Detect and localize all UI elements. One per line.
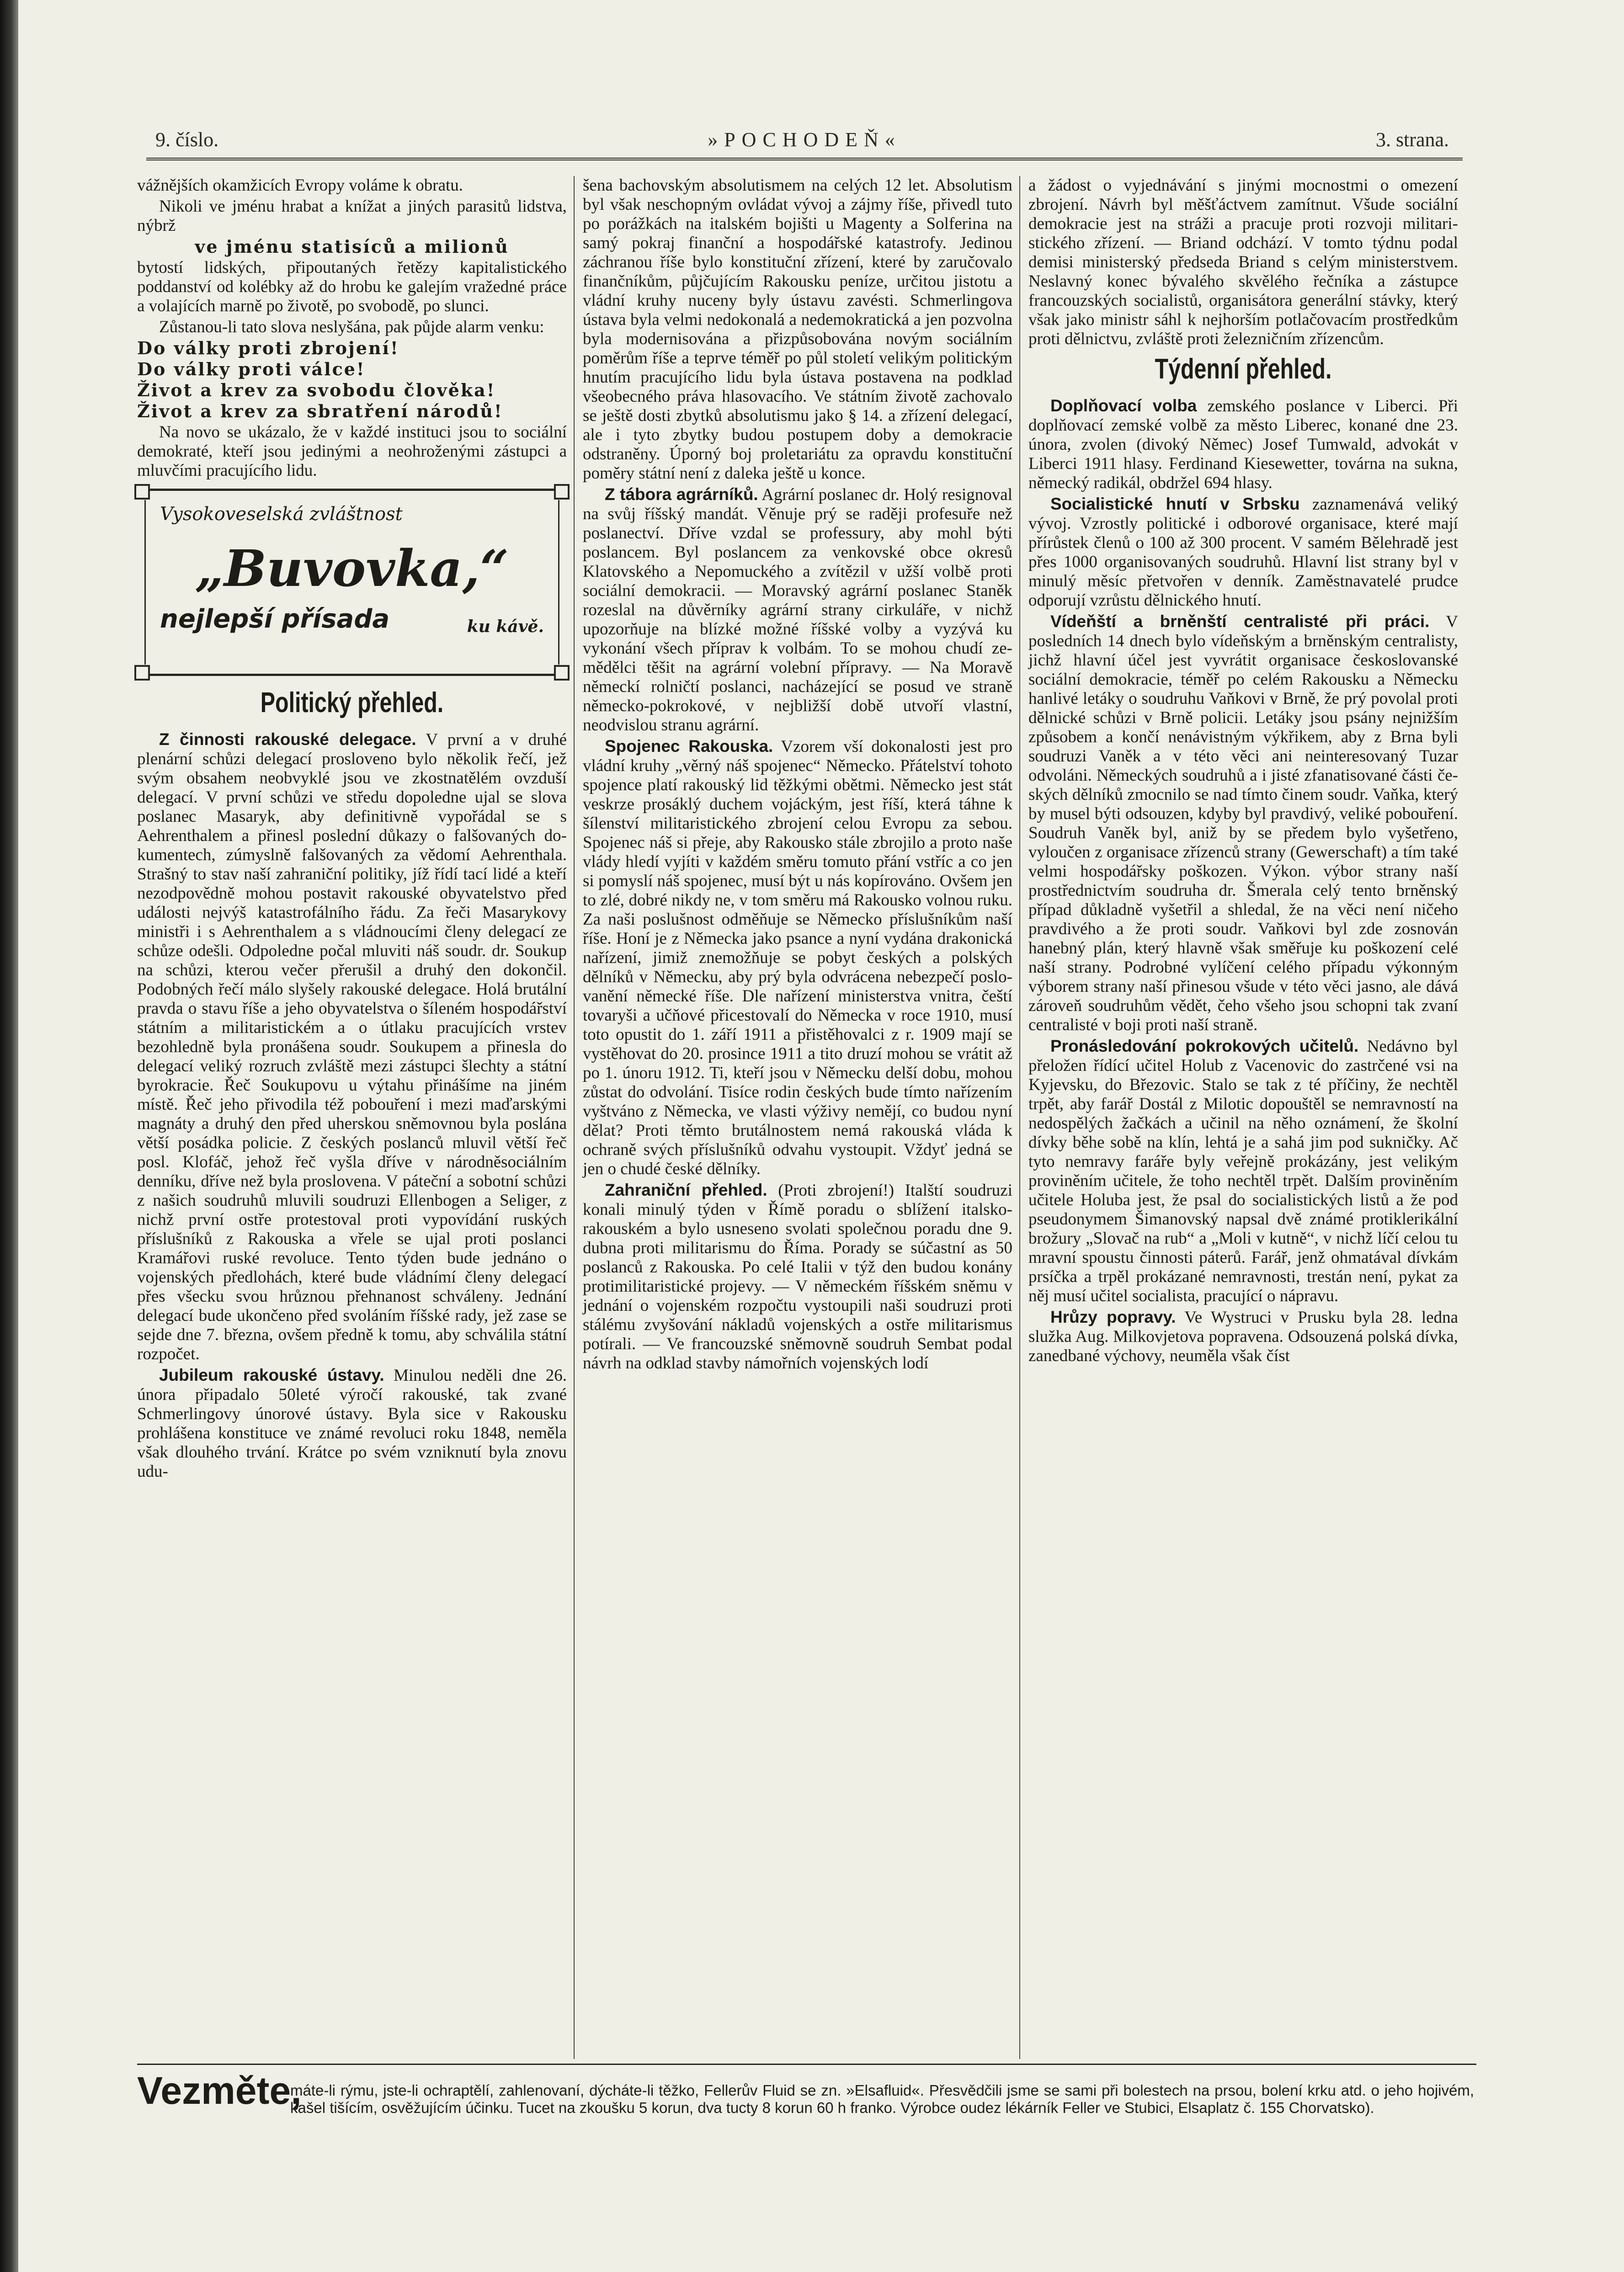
paragraph: a žádost o vyjednávání s jinými mocnostmi o omezení zbrojení. Návrh byl měšťáctvem zamítnut. Všude sociální demokracie jest na stráži a pracuje proti rozvoji militaristického zřízení. — Briand odchází. V tomto týdnu podal demisi ministerský předseda Briand s celým ministerstvem. Neslavný konec bývalého skvělého řečníka a zástupce francouzských socialistů, organisátora generální stávky, který však jako ministr sáhl k nejhorším potlačovacím prostředkům proti dělnictvu, zvláště proti železničním zřízencům.: [1028, 176, 1458, 348]
column-divider: [574, 176, 575, 2059]
paragraph: Nikoli ve jménu hrabat a knížat a jiných parasitů lidstva, nýbrž: [137, 197, 567, 235]
paragraph: Na novo se ukázalo, že v každé instituci jsou to sociální demokraté, kteří jsou jedinými a neohroženými zástupci a mluvčími pracujícího lidu.: [137, 423, 567, 480]
article-heading: Z tábora agrárníků.: [605, 485, 758, 504]
paragraph: vážnějších okamžicích Evropy voláme k obratu.: [137, 176, 463, 195]
slogan-line: Život a krev za sbratření národů!: [137, 401, 503, 421]
column-divider: [1019, 176, 1020, 2059]
article-centralists: [1028, 612, 1458, 1035]
article-heading: Z činnosti rakouské delegace.: [159, 730, 416, 749]
emphasis-line: ve jménu statisíců a milionů: [195, 236, 509, 257]
article-heading: Socialistické hnutí v Srbsku: [1050, 495, 1300, 513]
article-text: Minulou neděli dne 26. února připadalo 50leté výročí rakouské, tak zvané Schmerlingovy únorové ústavy. Byla sice v Rakousku prohlášena konstituce ve známé revoluci roku 1848, neměla však dlouhého trvání. Krátce po svém vzniknutí byla znovu udu-: [137, 1366, 567, 1481]
article-text: Agrární poslanec dr. Holý resignoval na svůj říšský mandát. Věnuje prý se raději profesuře než poslanectví. Dříve vzdal se professury, aby mohl býti poslancem. Byl poslancem za venkovské obce okresů Klatovského a Nepomuckého a zvítězil v užší volbě proti sociální demokracii. — Moravský agrární poslanec Staněk rozeslal na důvěrníky agrární strany cirkuláře, v nichž upozorňuje na blízké možné říšské volby a vyzývá ku vykonání všech příprav k volbám. To se mohou chudí zemědělci těšit na agrární volební přípravy. — Na Moravě německí rolničtí poslanci, nacházející se posud ve straně německo-pokrokové, v nejbližší době utvoří vlastní, neodvislou stranu agrární.: [583, 485, 1012, 734]
newspaper-title: »POCHODEŇ«: [708, 128, 901, 151]
ad-brand: „Buvovka,“: [195, 539, 509, 598]
article-text: zaznamenává veliký vývoj. Vzrostly politické i odborové organisace, které mají přírůstek členů o 100 až 300 procent. V samém Bělehradě jest přes 1000 organisovaných soudruhů. Hlavní list strany byl v minulý měsíc přetvořen v denník. Zaměstnavatelé prudce odporují vzrůstu dělnického hnutí.: [1028, 495, 1459, 610]
footer-ad-headline: Vezměte,: [137, 2069, 302, 2112]
paragraph: Zůstanou-li tato slova neslyšána, pak půjde alarm venku:: [159, 318, 544, 336]
slogan-line: Do války proti válce!: [137, 359, 366, 379]
column-2: [583, 176, 1012, 1375]
ad-tagline: Vysokoveselská zvláštnost: [160, 504, 403, 525]
binding-edge: [0, 0, 18, 2272]
article-heading: Spojenec Rakouska.: [605, 737, 773, 756]
header-rule: [146, 158, 1463, 160]
slogan-line: Do války proti zbrojení!: [137, 338, 399, 358]
ad-slogan-suffix: ku kávě.: [467, 617, 544, 636]
ad-slogan: nejlepší přísada: [160, 604, 390, 634]
article-teachers: [1028, 1037, 1458, 1306]
section-title-political: Politický přehled.: [260, 687, 444, 718]
footer-advertisement: [137, 2068, 1476, 2160]
article-text: Vzorem vší dokonalosti jest pro vládní kruhy „věrný náš spojenec“ Německo. Přátelství tohoto spojence platí rakouský lid těžkými obětmi. Německo jest stát veskrze prosáklý duchem vojáckým, jest říší, která táhne k šílenství militaristického zbrojení celou Evropu za sebou. Spojenec náš si přeje, aby Rakousko stále zbrojilo a proto naše vlády hledí vyjíti v každém směru tomuto přání vstříc a co jen si pomyslí náš spojenec, musí být u nás kopírováno. Ovšem jen to zlé, dobré nikdy ne, v tom směru má Rakousko volnou ruku. Za naši poslušnost odměňuje se Německo příslušníkům naší říše. Honí je z Německa jako psance a nyní vydána drakonická nařízení, jimiž znemožňuje se pobyt českých a polských dělníků v Německu, aby prý byla odvrácena nebezpečí poslovanění německé říše. Dle nařízení ministerstva vnitra, čeští tovaryši a učňové přicestovalí do Německa v roce 1910, musí toto opustit do 1. září 1911 a přistěhovalci z r. 1909 mají se vystěhovat do 20. prosince 1911 a tito druzí mohou se vrátit až po 1. únoru 1912. Ti, kteří jsou v Německu delší dobu, mohou zůstat do odvolání. Tisíce rodin českých bude tímto nařízením vyštváno z Německa, ve vlasti výživy nemějí, co budou nyní dělat? Proti těmto brutálnostem nemá rakouská vláda k ochraně svých příslušníků odvahu vystoupit. Vždyť jedná se jen o chudé české dělníky.: [583, 737, 1012, 1178]
article-heading: Hrůzy popravy.: [1050, 1308, 1176, 1326]
article-heading: Doplňovací volba: [1050, 396, 1197, 415]
article-by-election: [1028, 396, 1458, 493]
article-heading: Zahraniční přehled.: [605, 1181, 767, 1199]
article-execution: [1028, 1308, 1458, 1366]
issue-number: 9. číslo.: [155, 128, 219, 151]
footer-rule: [137, 2064, 1476, 2065]
article-serbia: [1028, 495, 1458, 610]
article-text: Nedávno byl přeložen řídící učitel Holub z Vacenovic do zastrčené vsi na Kyjevsku, do Březovic. Stalo se tak z té příčiny, že nechtěl trpět, aby farář Dostál z Milotic dopouštěl se nemravností na nedospělých žačkách a učinil na něho oznámení, že školní dívky běhe sobě na klín, lehtá je a sahá jim pod sukničky. Ač tyto nemravy faráře byly veřejně prokázány, jest velikým proviněním učitele, že toho nechtěl trpět. Dalším proviněním učitele Holuba jest, že psal do socialistických listů a že pod pseudonymem Šimanovský napsal dvě známé protiklerikální brožury „Slovač na rub“ a „Moli v kutně“, v nichž líčí celou tu mravní spoustu činnosti páterů. Farář, jenž ohmatával dívkám prsíčka a trpěl prokázané nemravnosti, trestán není, pykat za něj musí učitel socialista, pracující o nápravu.: [1028, 1037, 1458, 1305]
article-text: (Proti zbrojení!) Italští soudruzi konali minulý týden v Římě poradu o sblížení italsko-rakouském a bylo usneseno svolati společnou poradu dne 9. dubna proti militarismu do Říma. Porady se súčastní as 50 poslanců z Rakouska. Po celé Italii v týž den budou konány protimilitaristické projevy. — V německém říšském sněmu v jednání o vojenském rozpočtu vystoupili naši soudruzi proti stálému zvyšování nákladů vojenských a ostře militarismus potírali. — Ve francouzské sněmovně soudruh Sembat podal návrh na odklad stavby námořních vojenských lodí: [583, 1181, 1012, 1373]
section-title-weekly: Týdenní přehled.: [1155, 353, 1332, 385]
article-ally: [583, 737, 1012, 1179]
article-delegation: [137, 730, 567, 1364]
article-text: zemského poslance v Liberci. Při doplňovací zemské volbě za město Liberec, konané dne 23. února, zvolen (divoký Němec) Josef Tumwald, advokát v Liberci 1911 hlasy. Ferdinand Kiesewetter, továrna na sukna, německý radikál, obdržel 694 hlasy.: [1028, 397, 1459, 492]
article-heading: Vídeňští a brněnští centralisté při práci.: [1050, 612, 1430, 631]
column-3: [1028, 176, 1458, 1367]
article-text: V posledních 14 dnech bylo vídeňským a brněnským centralisty, jichž hlavní účel jest vyvrátit organisace českoslovanské sociální demokracie, téměř po celém Rakousku a Německu hanlivé letáky o soudruhu Vaňkovi v Brně, že prý povolal proti dělnické schůzi v Brně policii. Letáky jsou psány nejnižším způsobem a končí nenávistným výkřikem, aby z Brna byli soudruzi Vaněk a v této věci ani neinteresovaný Tuzar odvoláni. Německých soudruhů a i jisté zfanatisované části českých dělníků zmocnilo se nad tímto činem soudr. Vaňka, který by musel býti odsouzen, kdyby byl pravdivý, veliké pobouření. Soudruh Vaněk byl, aniž by se předem bylo vyšetřeno, vyloučen z organisace zřízenců strany (Gewerschaft) a tím také velmi hospodářsky poškozen. Výkon. výbor strany naší prostřednictvím soudruha dr. Šmerala celý tento brněnský případ důkladně vyšetřil a shledal, že na věci není ničeho pravdivého a že proti soudr. Vaňkovi byl zde zosnován hanebný plán, který hlavně však směřuje ku poškození celé naší strany. Podrobné vylíčení celého případu výkonným výborem strany naší přinesou všude v této věci jasno, ale dává zároveň soudruhům vědět, čeho všeho jsou schopni tak zvaní centralisté v boji proti naší straně.: [1028, 612, 1458, 1034]
article-text: V první a v druhé plenární schůzi delegací prosloveno bylo několik řečí, jež svým obsahem neobvyklé jsou ve zkostnatělém ovzduší delegací. V první schůzi ve středu dopoledne ujal se slova poslanec Masaryk, aby definitivně vypořádal se s Aehrenthalem a přinesl poslední důkazy o falšovaných dokumentech, zúmyslně falšovaných za vědomí Aehrenthala. Strašný to stav naší zahraniční politiky, jíž řídí tací lidé a kteří nezodpovědně mohou postavit rakouské obyvatelstvo před události nejvýš katastrofálního řádu. Za řeči Masarykovy ministři i s Aehrenthalem a s vládnoucími členy delegací ze schůze odešli. Odpoledne počal mluviti náš soudr. dr. Soukup na schůzi, kterou večer přerušil a druhý den dokončil. Podobných řečí málo slyšely rakouské delegace. Holá brutální pravda o stavu říše a jeho obyvatelstva o šíleném hospodářství státním a militaristickém a o útlaku pracujících vrstev bezohledně byla pronášena soudr. Soukupem a přinesla do delegací veliký rozruch zvláště mezi zástupci šlechty a státní byrokracie. Řeč Soukupovu u výtahu přinášíme na jiném místě. Řeč jeho přivodila též pobouření i mezi maďarskými magnáty a druhý den před uherskou sněmovnou byla poslána větší posádka policie. Z českých poslanců mluvil větší řeč posl. Klofáč, jehož řeč vyšla dříve v národněsociálním denníku, dříve než byla proslovena. V páteční a sobotní schůzi z našich soudruhů mluvili soudruzi Ellenbogen a Seliger, z nichž první ostře protestoval proti vypovídání ruských příslušníků z Rakouska a vřele se ujal proti poslanci Kramářovi ruské revoluce. Tento týden bude jednáno o vojenských předlohách, které bude vládnímí členy delegací přes všecku svou hrůznou přehnanost schváleny. Jednání delegací bude ukončeno před svoláním říšské rady, jež zase se sejde dne 7. března, ovšem předně k tomu, aby schválila státní rozpočet.: [137, 730, 567, 1363]
paragraph: šena bachovským absolutismem na celých 12 let. Absolutism byl však neschopným ovládat vývoj a zájmy říše, přivedl tuto po porážkách na italském bojišti u Magenty a Solferina na samý pokraj finanční a hospodářské katastrofy. Jedinou záchranou říše bylo konstituční zřízení, které by zaručovalo finančníkům, půjčujícím Rakousku peníze, určitou jistotu a vládní kruhy nuceny byly ústavu zavésti. Schmerlingova ústava byla velmi nedokonalá a nedemokratická a jen pozvolna byla modernisována a přizpůsobována novým sociálním poměrům říše a teprve téměř po půl století velikým politickým hnutím pracujícího lidu byla ústava postavena na podklad všeobecného práva hlasovacího. Ve státním životě zachovalo se ještě dosti zbytků absolutismu jako § 14. a zřízení delegací, ale i tyto zbytky budou postupem doby a demokracie odstraněny. Úporný boj proletariátu za opravdu konstituční poměry státní není z daleka ještě u konce.: [583, 176, 1012, 483]
slogan-line: Život a krev za svobodu člověka!: [137, 380, 496, 400]
advertisement-box: [137, 489, 567, 676]
article-foreign: [583, 1181, 1012, 1373]
page-number: 3. strana.: [1375, 128, 1449, 151]
article-agrarian: [583, 485, 1012, 735]
page-header: [146, 123, 1463, 155]
footer-ad-text: máte-li rýmu, jste-li ochraptělí, zahlenovaní, dýcháte-li těžko, Fellerův Fluid se zn. »Elsafluid«. Přesvědčili jsme se sami při bolestech na prsou, bolení krku atd. o jeho hojivém, kašel tišícím, osvěžujícím účinku. Tucet na zkoušku 5 korun, dva tucty 8 korun 60 h franko. Výrobce oudez lékárník Feller ve Stubici, Elsaplatz č. 155 Chorvatsko).: [290, 2082, 1474, 2116]
article-jubilee: [137, 1366, 567, 1481]
column-1: [137, 176, 567, 1483]
paragraph: bytostí lidských, připoutaných řetězy kapitalistického poddanství od kolébky až do hrobu ke galejím vražedné práce a volajících marně po životě, po svobodě, po slunci.: [137, 258, 567, 315]
article-heading: Jubileum rakouské ústavy.: [159, 1366, 384, 1384]
article-heading: Pronásledování pokrokových učitelů.: [1050, 1037, 1359, 1055]
article-text: Ve Wystruci v Prusku byla 28. ledna služka Aug. Milkovjetova popravena. Odsouzená polská dívka, zanedbané výchovy, neuměla však číst: [1028, 1308, 1458, 1365]
